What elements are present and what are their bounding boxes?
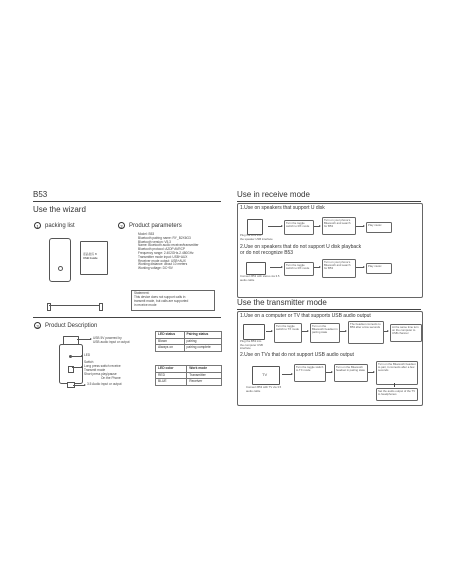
packing-list-heading: packing list — [45, 222, 75, 229]
description-heading: Product Description — [45, 322, 98, 329]
audio-cable-image — [49, 305, 99, 306]
param-line: Name: Bluetooth audio receiver/transmitter — [138, 243, 199, 248]
table-cell: Transmitter — [187, 372, 222, 379]
parameters-heading: Product parameters — [129, 222, 182, 229]
table-cell: pairing — [184, 338, 221, 345]
receive-step-1: 1.Use on speakers that support U disk — [240, 205, 325, 211]
statement-line: in receive mode — [134, 303, 157, 307]
step-box: Play music — [366, 222, 392, 233]
adapter-image — [49, 238, 71, 282]
step-box: Turn the toggle switch to RX mode — [284, 220, 314, 235]
receive-note: audio cable — [240, 277, 255, 282]
switch-callout: Transmit mode — [84, 368, 106, 372]
tv-label: TV — [262, 372, 268, 377]
instruction-sheet — [27, 176, 425, 406]
table-header-row — [156, 332, 222, 339]
callout-line — [77, 339, 91, 340]
transmit-step-2: 2.Use on TVs that do not support USB audio output — [240, 352, 354, 358]
param-line: Model: B53 — [138, 232, 155, 236]
table-cell: pairing complete — [184, 345, 221, 352]
table-header-row — [156, 366, 222, 373]
receive-mode-title: Use in receive mode — [237, 190, 310, 199]
transmit-step-1: 1.Use on a computer or TV that supports USB audio output — [240, 313, 371, 319]
statement-line: This device does not support calls in — [134, 295, 186, 299]
param-line: Working voltage: DC+5V — [138, 266, 173, 271]
step-box: Turn on the Bluetooth headset in pairing state — [334, 364, 368, 382]
table-row — [156, 379, 222, 386]
step-box: Turn on the Bluetooth headset in pairing state — [310, 323, 340, 343]
table-cell: RED — [156, 372, 187, 379]
guide-title-text: USB Guide — [83, 256, 98, 260]
flow-arrow — [266, 331, 272, 332]
adapter-body-image — [59, 344, 83, 384]
flow-arrow — [314, 226, 320, 227]
flow-arrow — [384, 331, 388, 332]
table-row — [156, 345, 222, 352]
table-header: Work mode — [187, 366, 222, 373]
receive-step-2: 2.Use on speakers that do not support U disk playback — [240, 244, 362, 250]
title-divider — [33, 201, 221, 202]
flow-arrow — [326, 372, 332, 373]
user-guide-image — [80, 241, 108, 275]
flow-arrow — [282, 374, 292, 375]
flow-arrow — [356, 267, 364, 268]
flow-arrow — [356, 226, 364, 227]
section-number-3: 3 — [34, 322, 41, 329]
switch-callout: Long press switch receive — [84, 364, 121, 368]
param-line: Frequency range: 2.402GHz-2.480GHz — [138, 250, 194, 255]
statement-label: Statement: — [134, 291, 150, 295]
model-title: B53 — [33, 190, 48, 199]
param-line: Receiver mode output: USB+AUX — [138, 258, 186, 263]
usb-callout: USB audio input or output — [93, 339, 130, 344]
table-row — [156, 338, 222, 345]
table-row — [156, 372, 222, 379]
table-cell: Blown — [156, 338, 185, 345]
section-number-1: 1 — [34, 222, 41, 229]
led-status-table — [155, 331, 222, 352]
switch-callout: Switch — [84, 360, 94, 364]
statement-line: transmit mode, but calls are supported — [134, 299, 189, 303]
callout-line — [72, 367, 82, 368]
guide-brand-text: 嘉晶数码 B — [83, 252, 97, 256]
step-box: Set the audio output of the TV to headphones — [376, 388, 418, 401]
callout-line — [73, 385, 85, 386]
transmit-panel — [237, 311, 423, 406]
transmit-mode-title: Use the transmitter mode — [237, 298, 327, 307]
usb-callout: USB 5V powered by — [93, 335, 122, 340]
receive-note: Plug the B53 into — [240, 233, 262, 237]
receive-divider — [237, 201, 421, 202]
work-mode-table — [155, 365, 222, 386]
param-line: Working distance: about 10 meters — [138, 262, 188, 267]
step-box: Turn on your phone's Bluetooth and search for B53 — [322, 217, 356, 235]
transmit-note: the computer USB — [240, 342, 263, 347]
table-cell: BLUE — [156, 379, 187, 386]
led-callout: LED — [84, 353, 91, 357]
jack-callout: 3.5 Audio input or output — [87, 382, 122, 386]
receive-note: Connect B53 with stereo via 3.5 — [240, 274, 280, 278]
receive-step-2b: or do not recognize B53 — [240, 250, 294, 256]
flow-arrow — [314, 267, 320, 268]
flow-connector — [394, 383, 395, 387]
section-divider — [33, 317, 221, 318]
step-box: At the same time turn on the computer to USB channel — [390, 324, 422, 342]
tv-icon — [252, 366, 280, 385]
parameters-list — [138, 233, 199, 271]
receive-note: the speaker USB interface — [240, 236, 273, 241]
switch-callout: Short press play/pause — [84, 372, 117, 376]
laptop-icon — [243, 324, 265, 340]
receive-panel — [237, 203, 423, 298]
statement-box — [131, 290, 215, 311]
led-icon — [58, 266, 63, 271]
transmit-note: interface — [240, 346, 251, 350]
wizard-heading: Use the wizard — [33, 205, 86, 214]
cable-plug-right-icon — [99, 303, 103, 311]
step-box: Turn the toggle switch to RX mode — [284, 262, 314, 276]
transmit-divider — [237, 309, 421, 310]
flow-arrow — [368, 372, 374, 373]
param-line: Bluetooth pairing name: RY_B2X6G3 — [138, 235, 191, 240]
switch-callout: On the Phone — [101, 376, 121, 380]
step-box: Turn the toggle switch to TX mode — [294, 364, 326, 382]
transmit-note: Plug the B53 into — [240, 339, 262, 343]
flow-arrow — [340, 331, 346, 332]
step-box: Play music — [366, 263, 392, 274]
table-cell: Always on — [156, 345, 185, 352]
section-number-2: 2 — [118, 222, 125, 229]
param-line: Bluetooth protocol: A2DP AVRCP — [138, 247, 186, 252]
transmit-note: audio cable — [246, 388, 261, 393]
callout-line — [72, 356, 82, 357]
step-box: Turn on the Bluetooth headset to pair, it connects after a few seconds — [376, 361, 418, 385]
flow-arrow — [270, 267, 282, 268]
flow-arrow — [268, 226, 282, 227]
flow-arrow — [302, 331, 308, 332]
table-header: Pairing status — [184, 332, 221, 339]
table-header: LED status — [156, 332, 185, 339]
table-cell: Receiver — [187, 379, 222, 386]
step-box: Turn the toggle switch to TX mode — [274, 323, 302, 343]
step-box: Turn on your phone's Bluetooth and search for B53 — [322, 259, 356, 278]
param-line: Bluetooth version: V5.3 — [138, 239, 171, 244]
param-line: Transmitter mode input: USB+AUX — [138, 254, 188, 259]
step-box: The headset connects to B53 after a few seconds — [348, 321, 384, 344]
table-header: LED color — [156, 366, 187, 373]
transmit-note: Connect B53 with TV via 3.5 — [246, 385, 282, 389]
